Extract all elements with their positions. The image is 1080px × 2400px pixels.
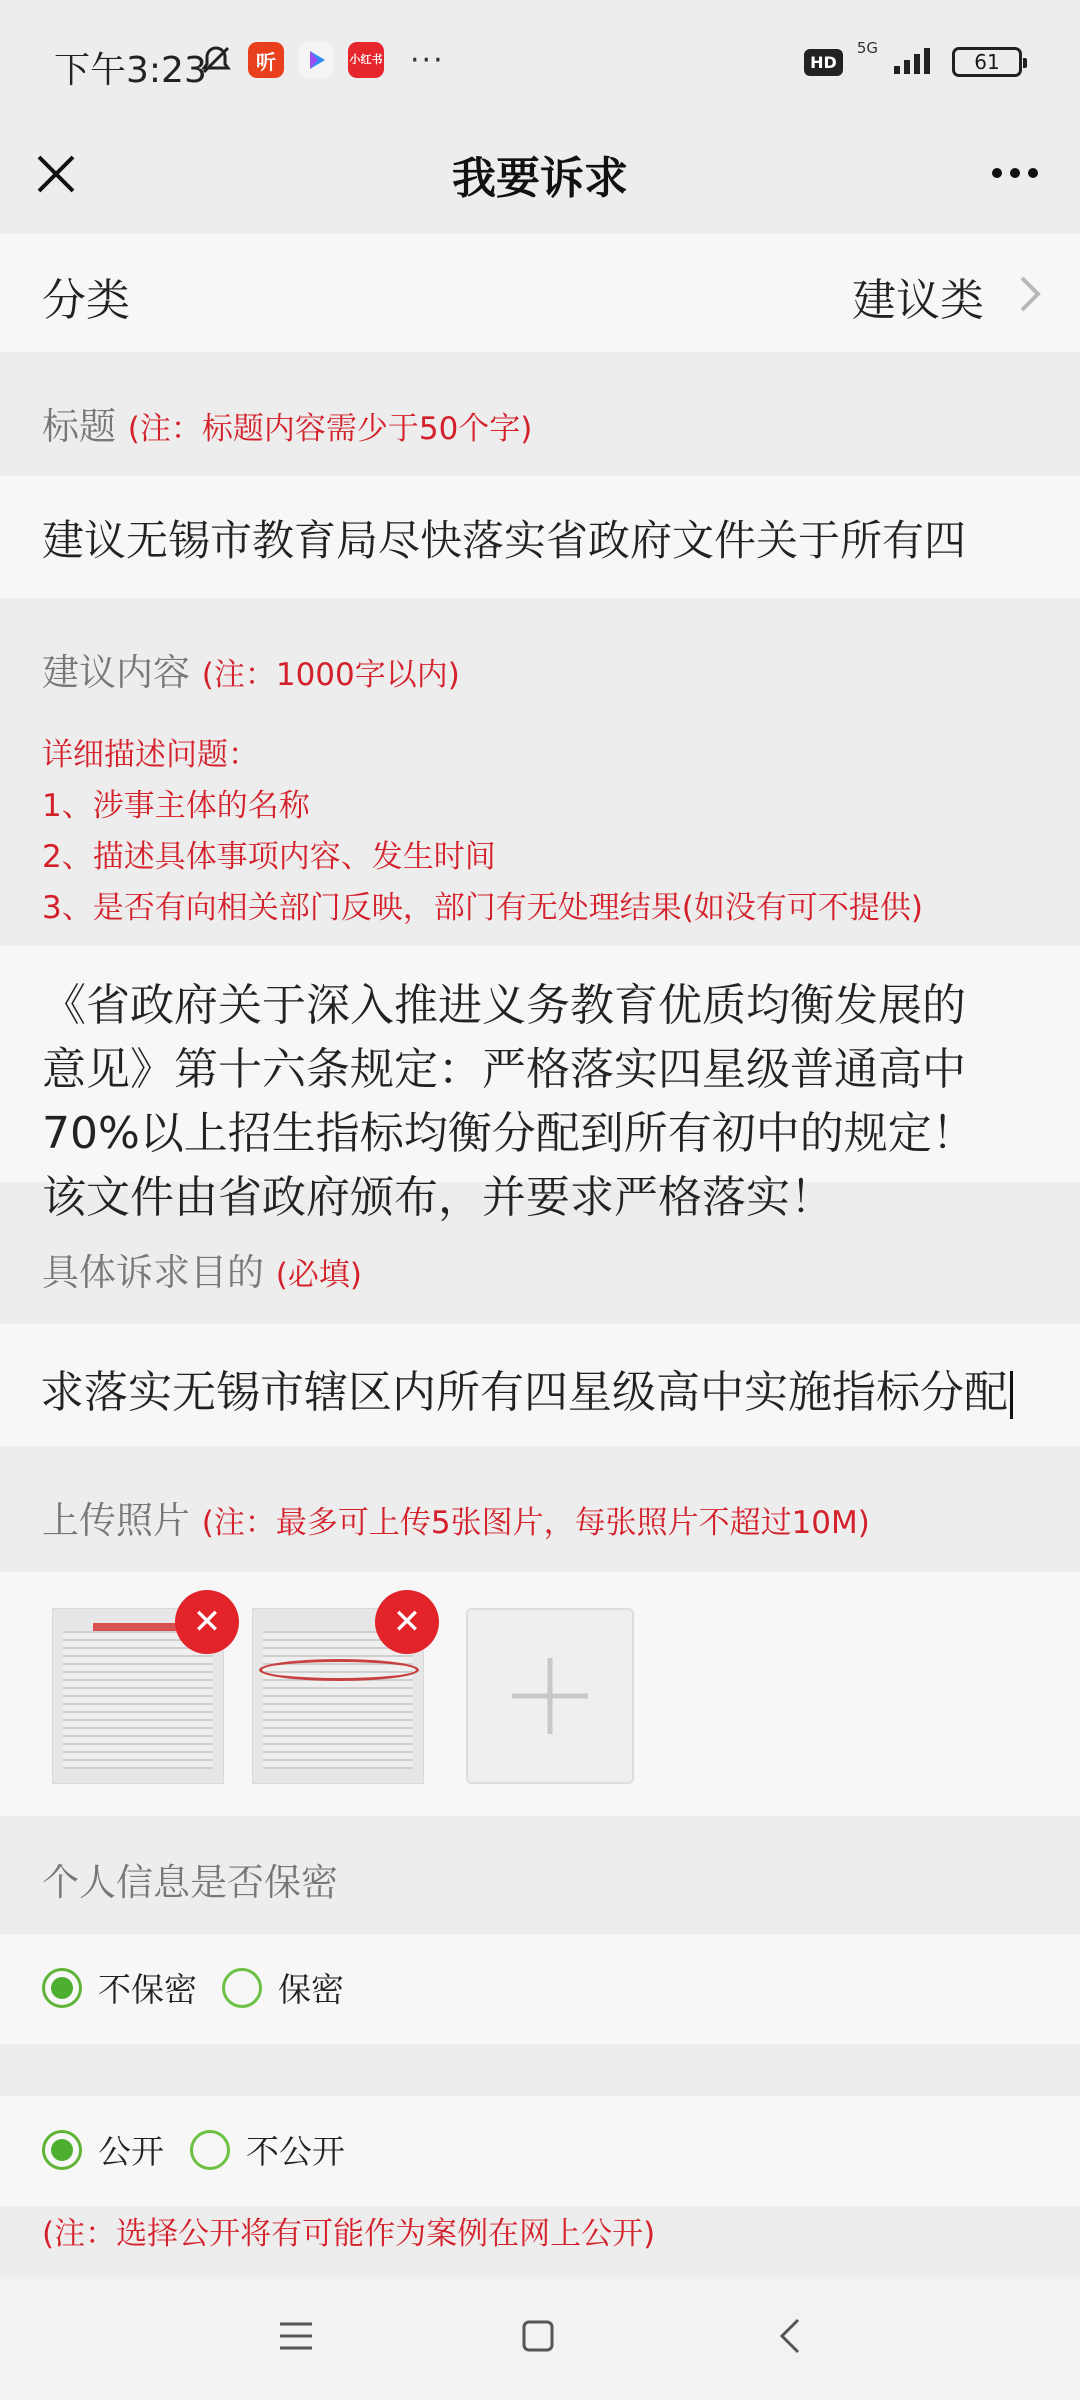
purpose-note: (必填) [275, 1257, 362, 1293]
signal-icon [892, 44, 938, 80]
content-line: 该文件由省政府颁布，并要求严格落实！ [42, 1172, 834, 1223]
network-type: 5G [856, 39, 878, 57]
content-note: (注：1000字以内) [201, 657, 460, 693]
radio-label: 不公开 [246, 2132, 345, 2171]
public-radio-group [0, 2096, 1080, 2206]
radio-label: 保密 [278, 1970, 344, 2009]
photo-label: 上传照片 [42, 1499, 190, 1542]
status-notification-icons [198, 42, 445, 78]
content-section-label [42, 642, 460, 696]
public-option-not-public[interactable] [190, 2126, 345, 2173]
purpose-section-label [42, 1242, 362, 1296]
content-label: 建议内容 [42, 651, 190, 694]
title-label: 标题 [42, 405, 116, 448]
purpose-input-field[interactable] [0, 1324, 1080, 1446]
content-hint: 2、描述具体事项内容、发生时间 [42, 839, 496, 875]
hd-badge: HD [804, 49, 843, 76]
privacy-option-confidential[interactable] [222, 1964, 344, 2011]
radio-label: 不保密 [98, 1970, 197, 2009]
content-line: 《省政府关于深入推进义务教育优质均衡发展的 [42, 980, 966, 1031]
add-photo-icon [508, 1654, 592, 1738]
system-nav-bar [0, 2276, 1080, 2400]
content-hint: 1、涉事主体的名称 [42, 788, 310, 824]
content-line: 70%以上招生指标均衡分配到所有初中的规定！ [42, 1108, 976, 1159]
chevron-right-icon [1018, 274, 1044, 318]
more-options-button[interactable] [980, 148, 1050, 198]
ting-app-icon: 听 [248, 42, 284, 78]
radio-unselected-icon [190, 2130, 230, 2170]
privacy-section-label: 个人信息是否保密 [42, 1861, 338, 1904]
category-value: 建议类 [852, 275, 984, 326]
video-app-icon [298, 42, 334, 78]
title-input-value: 建议无锡市教育局尽快落实省政府文件关于所有四 [42, 516, 967, 565]
battery-level: 61 [974, 50, 1000, 74]
content-hint: 详细描述问题： [42, 737, 259, 773]
purpose-input-value: 求落实无锡市辖区内所有四星级高中实施指标分配 [40, 1356, 1040, 1420]
radio-unselected-icon [222, 1968, 262, 2008]
public-note: (注：选择公开将有可能作为案例在网上公开) [42, 2216, 656, 2252]
back-button[interactable] [760, 2306, 820, 2366]
menu-icon [278, 2321, 314, 2351]
content-textarea-value [42, 974, 1042, 1230]
back-icon [778, 2317, 802, 2355]
text-cursor [1010, 1371, 1013, 1419]
content-textarea[interactable] [0, 946, 1080, 1223]
content-hints [42, 730, 923, 934]
title-section-label [42, 396, 532, 450]
radio-label: 公开 [98, 2132, 164, 2171]
more-icon [992, 168, 1002, 178]
photo-uploader [0, 1572, 1080, 1816]
menu-button[interactable] [266, 2306, 326, 2366]
category-label: 分类 [42, 275, 130, 326]
photo-note: (注：最多可上传5张图片，每张照片不超过10M) [201, 1505, 870, 1541]
radio-selected-icon [42, 2130, 82, 2170]
privacy-option-not-confidential[interactable] [42, 1964, 197, 2011]
title-note: (注：标题内容需少于50个字) [127, 411, 533, 447]
content-hint: 3、是否有向相关部门反映，部门有无处理结果(如没有可不提供) [42, 890, 923, 926]
privacy-radio-group [0, 1934, 1080, 2044]
home-button[interactable] [508, 2306, 568, 2366]
status-time: 下午3:23 [54, 50, 207, 91]
add-photo-button[interactable] [466, 1608, 634, 1784]
status-bar [0, 0, 1080, 130]
status-indicators [804, 39, 1022, 80]
category-selector[interactable] [0, 234, 1080, 352]
status-more-dots: ··· [410, 42, 445, 78]
title-bar [0, 130, 1080, 234]
alarm-muted-icon [198, 42, 234, 78]
radio-selected-icon [42, 1968, 82, 2008]
battery-icon [952, 47, 1022, 77]
photo-section-label [42, 1490, 870, 1544]
content-line: 意见》第十六条规定：严格落实四星级普通高中 [42, 1044, 966, 1095]
public-option-public[interactable] [42, 2126, 164, 2173]
purpose-label: 具体诉求目的 [42, 1251, 264, 1294]
home-icon [521, 2319, 555, 2353]
title-input-field[interactable] [0, 476, 1080, 598]
remove-photo-icon[interactable]: ✕ [375, 1590, 439, 1654]
remove-photo-icon[interactable]: ✕ [175, 1590, 239, 1654]
page-title: 我要诉求 [452, 153, 628, 204]
xiaohongshu-app-icon: 小红书 [348, 42, 384, 78]
